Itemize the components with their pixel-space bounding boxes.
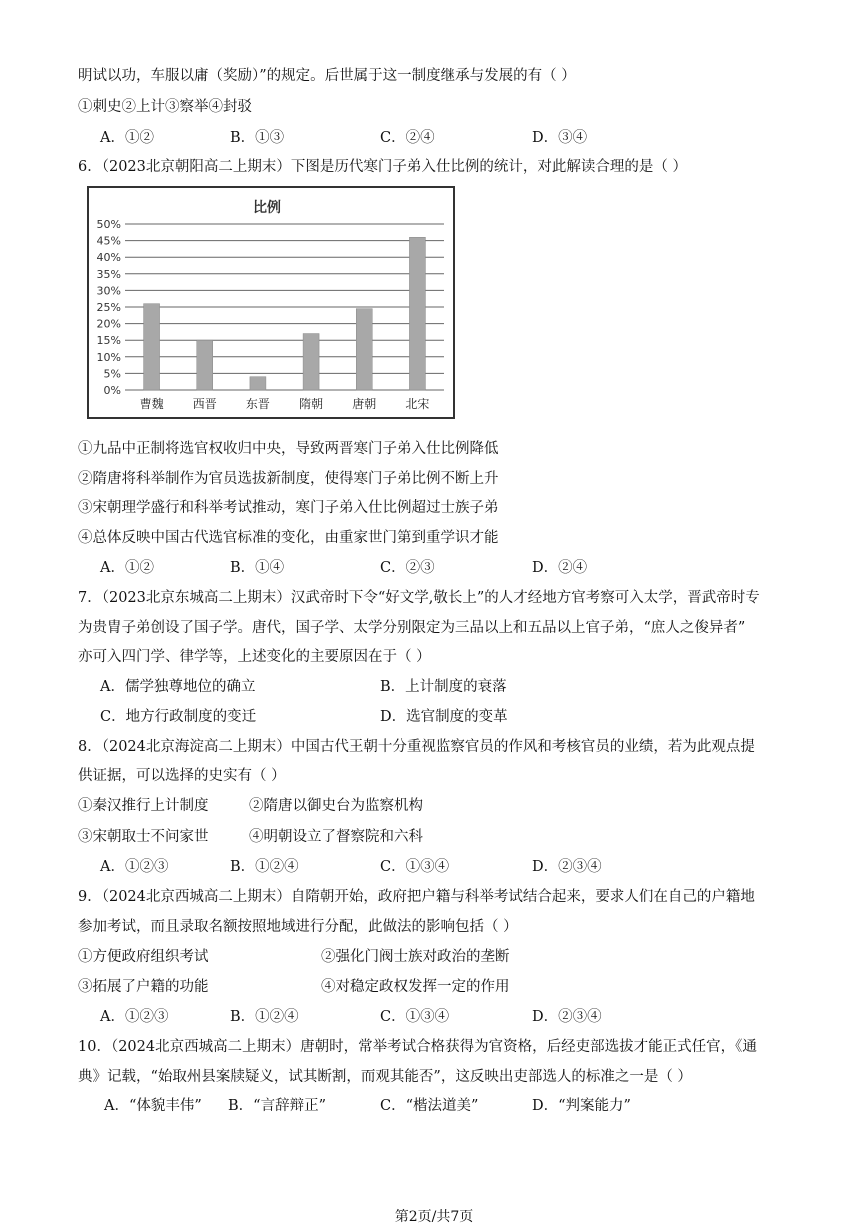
q8-options xyxy=(100,857,820,877)
q6-option-d[interactable]: D．②④ xyxy=(532,560,588,576)
q5-option-c[interactable]: C．②④ xyxy=(380,130,435,146)
q10-line-2: 典》记载，“始取州县案牍疑义，试其断割，而观其能否”，这反映出吏部选人的标准之一是（ ） xyxy=(78,1069,692,1085)
bar-3 xyxy=(303,334,319,390)
bar-2 xyxy=(250,377,266,390)
y-tick-label: 5% xyxy=(103,367,121,381)
q5-option-d[interactable]: D．③④ xyxy=(532,130,588,146)
q6-statement-1: ①九品中正制将选官权收归中央，导致两晋寒门子弟入仕比例降低 xyxy=(78,441,499,457)
x-category-label: 北宋 xyxy=(405,397,430,411)
q5-items: ①刺史②上计③察举④封驳 xyxy=(78,99,252,115)
q9-item-1: ①方便政府组织考试 xyxy=(78,949,209,965)
q10-options xyxy=(104,1096,824,1116)
q9-options xyxy=(100,1007,820,1027)
q9-item-3: ③拓展了户籍的功能 xyxy=(78,979,209,995)
q7-line-3: 亦可入四门学、律学等，上述变化的主要原因在于（ ） xyxy=(78,649,431,665)
q8-item-2: ②隋唐以御史台为监察机构 xyxy=(249,798,423,814)
y-tick-label: 45% xyxy=(96,234,121,248)
q9-item-2: ②强化门阀士族对政治的垄断 xyxy=(321,949,510,965)
bar-chart xyxy=(89,188,453,417)
q6-chart xyxy=(87,186,455,419)
q6-statement-4: ④总体反映中国古代选官标准的变化，由重家世门第到重学识才能 xyxy=(78,530,499,546)
q10-line-1: 10．（2024北京西城高二上期末）唐朝时，常举考试合格获得为官资格，后经吏部选拔才能正式任官，《通 xyxy=(78,1039,757,1055)
q6-option-b[interactable]: B．①④ xyxy=(230,560,285,576)
q5-option-a[interactable]: A．①② xyxy=(100,130,154,146)
bar-1 xyxy=(197,340,213,390)
q7-line-2: 为贵胄子弟创设了国子学。唐代，国子学、太学分别限定为三品以上和五品以上官子弟，“庶人之俊异者” xyxy=(78,620,746,636)
q6-stem: 6．（2023北京朝阳高二上期末）下图是历代寒门子弟入仕比例的统计，对此解读合理的是（ ） xyxy=(78,159,687,175)
y-tick-label: 35% xyxy=(96,267,121,281)
q6-option-a[interactable]: A．①② xyxy=(100,560,154,576)
q7-options-row-2 xyxy=(100,707,820,727)
page-footer: 第2页/共7页 xyxy=(394,1209,474,1225)
q8-item-4: ④明朝设立了督察院和六科 xyxy=(249,829,423,845)
bar-5 xyxy=(409,237,425,390)
q10-option-b[interactable]: B．“言辞辩正” xyxy=(228,1098,326,1114)
y-tick-label: 0% xyxy=(103,384,121,397)
q9-option-d[interactable]: D．②③④ xyxy=(532,1009,602,1025)
q8-line-2: 供证据，可以选择的史实有（ ） xyxy=(78,768,286,784)
q6-statement-3: ③宋朝理学盛行和科举考试推动，寒门子弟入仕比例超过士族子弟 xyxy=(78,500,499,516)
y-tick-label: 25% xyxy=(96,301,121,314)
y-tick-label: 20% xyxy=(96,317,121,331)
q6-option-c[interactable]: C．②③ xyxy=(380,560,435,576)
q10-option-d[interactable]: D．“判案能力” xyxy=(532,1098,631,1114)
q7-option-c[interactable]: C．地方行政制度的变迁 xyxy=(100,709,257,725)
q7-option-b[interactable]: B．上计制度的衰落 xyxy=(380,679,507,695)
q6-statement-2: ②隋唐将科举制作为官员选拔新制度，使得寒门子弟比例不断上升 xyxy=(78,471,499,487)
q8-items-row-1 xyxy=(78,796,798,816)
x-category-label: 唐朝 xyxy=(352,397,377,411)
q9-line-1: 9．（2024北京西城高二上期末）自隋朝开始，政府把户籍与科举考试结合起来，要求人们在自己的户籍地 xyxy=(78,889,755,905)
q5-stem-tail: 明试以功，车服以庸（奖励）”的规定。后世属于这一制度继承与发展的有（ ） xyxy=(78,68,576,84)
q5-option-b[interactable]: B．①③ xyxy=(230,130,285,146)
bar-4 xyxy=(356,309,372,390)
y-tick-label: 10% xyxy=(96,350,121,364)
q7-option-d[interactable]: D．选官制度的变革 xyxy=(380,709,508,725)
q8-items-row-2 xyxy=(78,827,798,847)
q7-option-a[interactable]: A．儒学独尊地位的确立 xyxy=(100,679,256,695)
q9-option-b[interactable]: B．①②④ xyxy=(230,1009,299,1025)
q6-options xyxy=(100,558,820,578)
q8-option-c[interactable]: C．①③④ xyxy=(380,859,450,875)
q9-option-c[interactable]: C．①③④ xyxy=(380,1009,450,1025)
q7-options-row-1 xyxy=(100,677,820,697)
q10-option-a[interactable]: A．“体貌丰伟” xyxy=(104,1098,202,1114)
q8-line-1: 8．（2024北京海淀高二上期末）中国古代王朝十分重视监察官员的作风和考核官员的业绩，若为此观点提 xyxy=(78,739,755,755)
q8-option-a[interactable]: A．①②③ xyxy=(100,859,169,875)
y-tick-label: 50% xyxy=(96,218,121,231)
q7-line-1: 7．（2023北京东城高二上期末）汉武帝时下令“好文学,敬长上”的人才经地方官考察可入太学，晋武帝时专 xyxy=(78,590,760,606)
q9-line-2: 参加考试，而且录取名额按照地域进行分配，此做法的影响包括（ ） xyxy=(78,919,518,935)
chart-title: 比例 xyxy=(253,200,281,216)
y-tick-label: 40% xyxy=(96,251,121,265)
q10-option-c[interactable]: C．“楷法道美” xyxy=(380,1098,479,1114)
x-category-label: 曹魏 xyxy=(139,397,164,411)
x-category-label: 东晋 xyxy=(245,397,270,411)
q9-items-row-1 xyxy=(78,947,798,967)
q8-item-3: ③宋朝取士不问家世 xyxy=(78,829,209,845)
bar-0 xyxy=(144,304,160,390)
q8-option-d[interactable]: D．②③④ xyxy=(532,859,602,875)
q5-options xyxy=(100,128,820,148)
q8-option-b[interactable]: B．①②④ xyxy=(230,859,299,875)
q9-item-4: ④对稳定政权发挥一定的作用 xyxy=(321,979,510,995)
q9-items-row-2 xyxy=(78,977,798,997)
y-tick-label: 30% xyxy=(96,284,121,298)
q8-item-1: ①秦汉推行上计制度 xyxy=(78,798,209,814)
q9-option-a[interactable]: A．①②③ xyxy=(100,1009,169,1025)
x-category-label: 西晋 xyxy=(192,397,217,411)
x-category-label: 隋朝 xyxy=(299,397,324,411)
y-tick-label: 15% xyxy=(96,334,121,348)
